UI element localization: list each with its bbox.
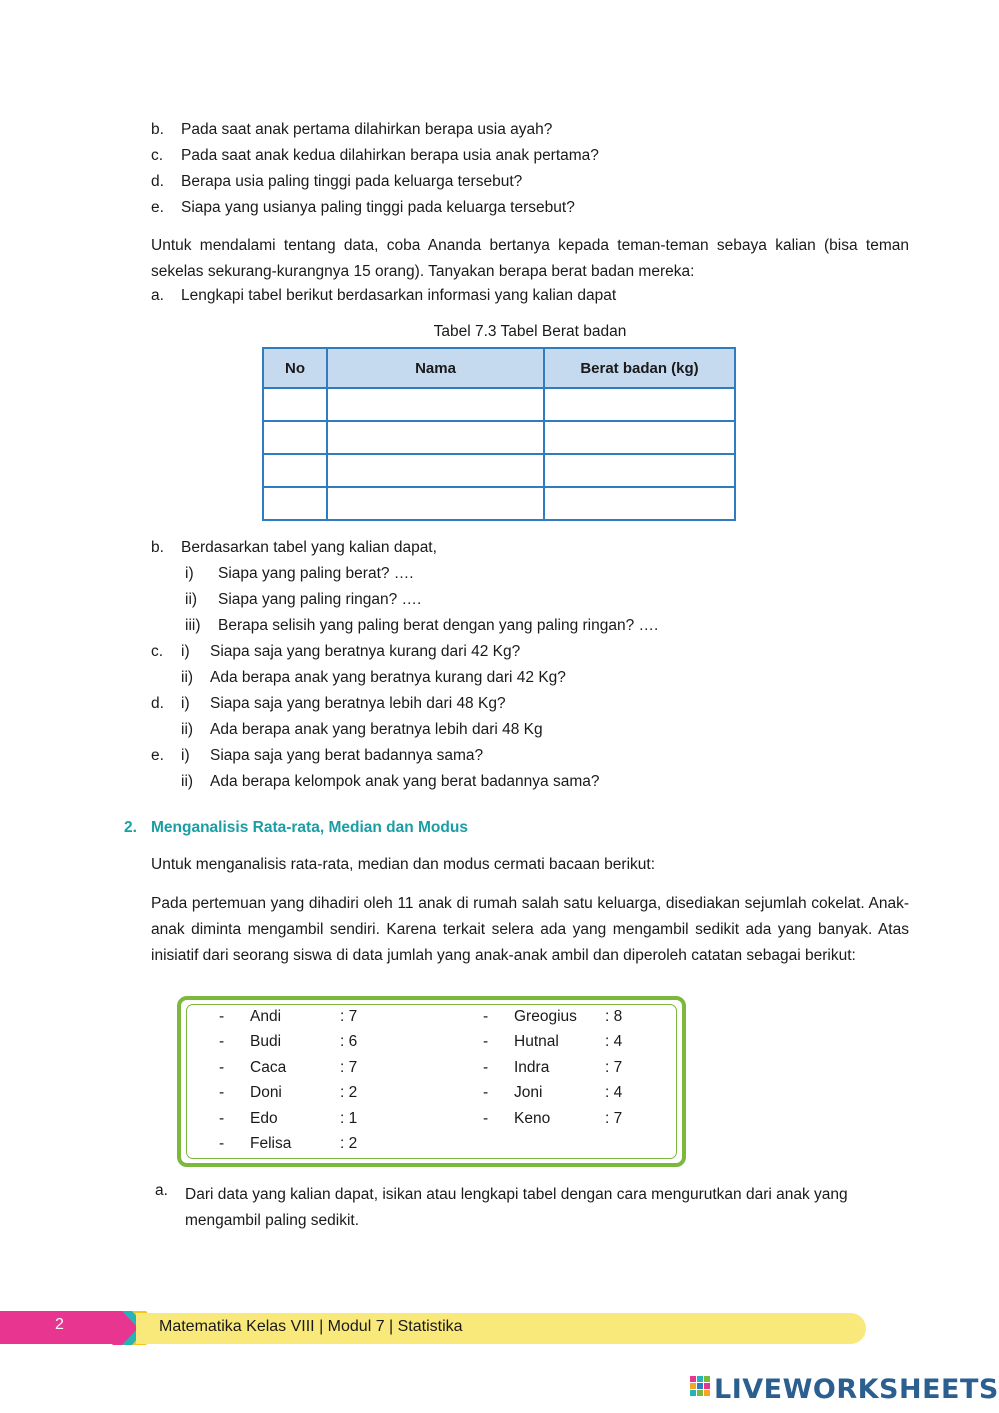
- section2-task-a-text: Dari data yang kalian dapat, isikan atau lengkapi tabel dengan cara mengurutkan dari anak yang mengambil paling sedikit.: [185, 1186, 848, 1229]
- task-e-i-text: Siapa saja yang berat badannya sama?: [210, 747, 484, 764]
- task-e-ii-text: Ada berapa kelompok anak yang berat badannya sama?: [210, 773, 600, 790]
- footer-page-tab: [0, 1311, 128, 1344]
- liveworksheets-logo-icon: [690, 1376, 712, 1402]
- header-nama: Nama: [327, 348, 544, 388]
- section2-task-a-letter: a.: [155, 1182, 168, 1199]
- task-b-iii-text: Berapa selisih yang paling berat dengan yang paling ringan? ….: [218, 617, 659, 634]
- header-no: No: [263, 348, 327, 388]
- table-cell[interactable]: [544, 454, 735, 487]
- liveworksheets-wordmark: LIVEWORKSHEETS: [714, 1373, 999, 1405]
- task-e-letter: e.: [151, 747, 164, 764]
- weight-table: [262, 347, 736, 521]
- header-berat: Berat badan (kg): [544, 348, 735, 388]
- table-cell[interactable]: [544, 388, 735, 421]
- table-cell[interactable]: [263, 388, 327, 421]
- table-cell[interactable]: [544, 421, 735, 454]
- task-d-letter: d.: [151, 695, 164, 712]
- section2-number: 2.: [124, 819, 137, 836]
- task-d-i-num: i): [181, 695, 190, 712]
- table-cell[interactable]: [327, 421, 544, 454]
- task-b-iii-num: iii): [185, 617, 201, 634]
- task-e-ii-num: ii): [181, 773, 194, 790]
- table-cell[interactable]: [544, 487, 735, 520]
- table-row: [263, 487, 735, 520]
- task-a-text: Lengkapi tabel berikut berdasarkan informasi yang kalian dapat: [181, 287, 617, 304]
- task-b-i-text: Siapa yang paling berat? ….: [218, 565, 414, 582]
- table-row: [263, 454, 735, 487]
- task-b-ii-num: ii): [185, 591, 198, 608]
- task-b-ii-text: Siapa yang paling ringan? ….: [218, 591, 422, 608]
- task-c-ii-num: ii): [181, 669, 194, 686]
- table-cell[interactable]: [327, 454, 544, 487]
- task-b-i-num: i): [185, 565, 194, 582]
- task-d-i-text: Siapa saja yang beratnya lebih dari 48 Kg?: [210, 695, 506, 712]
- table-header-row: [263, 348, 735, 388]
- table-row: [263, 388, 735, 421]
- table-cell[interactable]: [263, 487, 327, 520]
- section2-paragraph: Pada pertemuan yang dihadiri oleh 11 anak di rumah salah satu keluarga, disediakan sejumlah cokelat. Anak-anak diminta mengambil sendiri. Karena terkait selera ada yang mengambil sedikit ada yang banyak. Atas inisiatif dari seorang siswa di data jumlah yang anak-anak ambil dan diperoleh catatan sebagai berikut:: [151, 895, 909, 964]
- task-e-i-num: i): [181, 747, 190, 764]
- table-cell[interactable]: [327, 388, 544, 421]
- table-caption: Tabel 7.3 Tabel Berat badan: [433, 323, 627, 340]
- task-d-ii-num: ii): [181, 721, 194, 738]
- task-d-ii-text: Ada berapa anak yang beratnya lebih dari 48 Kg: [210, 721, 543, 738]
- task-b-text: Berdasarkan tabel yang kalian dapat,: [181, 539, 437, 556]
- liveworksheets-logo: [690, 1374, 999, 1404]
- footer-text: Matematika Kelas VIII | Modul 7 | Statistika: [159, 1318, 463, 1335]
- task-c-ii-text: Ada berapa anak yang beratnya kurang dari 42 Kg?: [210, 669, 566, 686]
- task-c-i-num: i): [181, 643, 190, 660]
- table-cell[interactable]: [263, 454, 327, 487]
- section2-title: Menganalisis Rata-rata, Median dan Modus: [151, 819, 468, 836]
- task-c-letter: c.: [151, 643, 164, 660]
- table-cell[interactable]: [263, 421, 327, 454]
- section2-intro: Untuk menganalisis rata-rata, median dan modus cermati bacaan berikut:: [151, 856, 656, 873]
- intro-paragraph: Untuk mendalami tentang data, coba Ananda bertanya kepada teman-teman sebaya kalian (bisa teman sekelas sekurang-kurangnya 15 orang). Tanyakan berapa berat badan mereka:: [151, 237, 909, 280]
- task-a-letter: a.: [151, 287, 164, 304]
- table-row: [263, 421, 735, 454]
- task-c-i-text: Siapa saja yang beratnya kurang dari 42 Kg?: [210, 643, 521, 660]
- task-b-letter: b.: [151, 539, 164, 556]
- table-cell[interactable]: [327, 487, 544, 520]
- footer-page-number: 2: [55, 1316, 64, 1333]
